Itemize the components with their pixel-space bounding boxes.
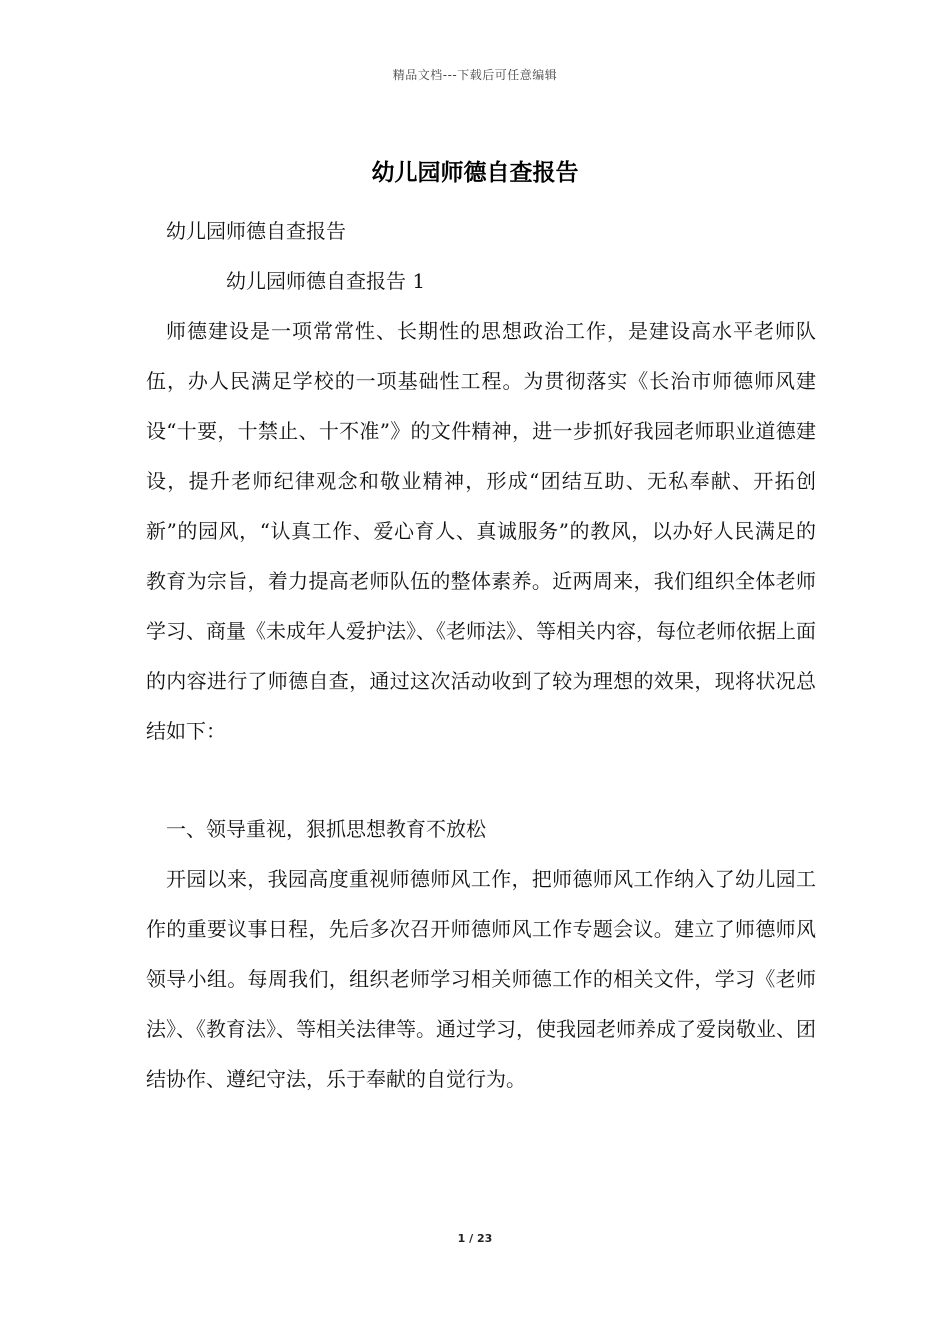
page-header: 精品文档---下载后可任意编辑: [392, 68, 558, 82]
section-heading: 一、领导重视，狠抓思想教育不放松: [166, 817, 486, 841]
document-title: 幼儿园师德自查报告: [371, 160, 579, 186]
section-paragraph: 开园以来，我园高度重视师德师风工作，把师德师风工作纳入了幼儿园工作的重要议事日程，先后多次召开师德师风工作专题会议。建立了师德师风领导小组。每周我们，组织老师学习相关师德工作的相关文件，学习《老师法》、《教育法》、等相关法律等。通过学习，使我园老师养成了爱岗敬业、团结协作、遵纪守法，乐于奉献的自觉行为。: [146, 867, 816, 1091]
document-subtitle: 幼儿园师德自查报告: [166, 219, 346, 243]
page-number: 1 / 23: [457, 1232, 493, 1245]
document-subtitle-numbered: 幼儿园师德自查报告 1: [226, 269, 426, 293]
document-body: [146, 206, 816, 1104]
paragraph-spacer: [146, 756, 816, 804]
intro-paragraph: 师德建设是一项常常性、长期性的思想政治工作，是建设高水平老师队伍，办人民满足学校的一项基础性工程。为贯彻落实《长治市师德师风建设“十要，十禁止、十不准”》的文件精神，进一步抓好我园老师职业道德建设，提升老师纪律观念和敬业精神，形成“团结互助、无私奉献、开拓创新”的园风，“认真工作、爱心育人、真诚服务”的教风，以办好人民满足的教育为宗旨，着力提高老师队伍的整体素养。近两周来，我们组织全体老师学习、商量《未成年人爱护法》、《老师法》、等相关内容，每位老师依据上面的内容进行了师德自查，通过这次活动收到了较为理想的效果，现将状况总结如下：: [146, 319, 816, 743]
